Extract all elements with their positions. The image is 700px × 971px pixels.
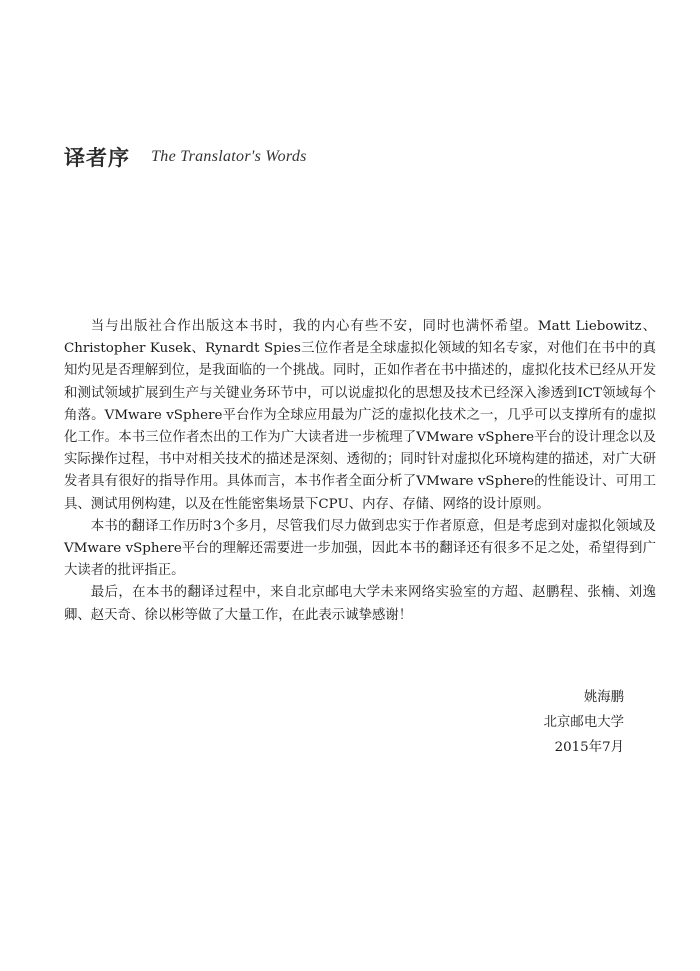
signature-date: 2015年7月 — [554, 740, 624, 755]
page-title: 译者序 — [64, 146, 130, 170]
page-heading — [64, 142, 307, 172]
translator-affiliation: 北京邮电大学 — [543, 715, 624, 730]
paragraph: 当与出版社合作出版这本书时，我的内心有些不安，同时也满怀希望。Matt Liebowitz、Christopher Kusek、Rynardt Spies三位作者是全球虚拟化领域的知名专家，对他们在书中的真知灼见是否理解到位，是我面临的一个挑战。同时，正如作者在书中描述的，虚拟化技术已经从开发和测试领域扩展到生产与关键业务环节中，可以说虚拟化的思想及技术已经深入渗透到ICT领域每个角落。VMware vSphere平台作为全球应用最为广泛的虚拟化技术之一，几乎可以支撑所有的虚拟化工作。本书三位作者杰出的工作为广大读者进一步梳理了VMware vSphere平台的设计理念以及实际操作过程，书中对相关技术的描述是深刻、透彻的；同时针对虚拟化环境构建的描述，对广大研发者具有很好的指导作用。具体而言，本书作者全面分析了VMware vSphere的性能设计、可用工具、测试用例构建，以及在性能密集场景下CPU、内存、存储、网络的设计原则。 — [64, 319, 656, 512]
paragraph: 最后，在本书的翻译过程中，来自北京邮电大学未来网络实验室的方超、赵鹏程、张楠、刘逸卿、赵天奇、徐以彬等做了大量工作，在此表示诚挚感谢！ — [64, 585, 656, 623]
signature-block — [544, 685, 624, 760]
preface-body — [64, 316, 656, 627]
page-subtitle-english: The Translator's Words — [151, 148, 307, 165]
paragraph: 本书的翻译工作历时3个多月，尽管我们尽力做到忠实于作者原意，但是考虑到对虚拟化领域及VMware vSphere平台的理解还需要进一步加强，因此本书的翻译还有很多不足之处，希望得到广大读者的批评指正。 — [64, 518, 656, 579]
translator-name: 姚海鹏 — [583, 690, 624, 705]
